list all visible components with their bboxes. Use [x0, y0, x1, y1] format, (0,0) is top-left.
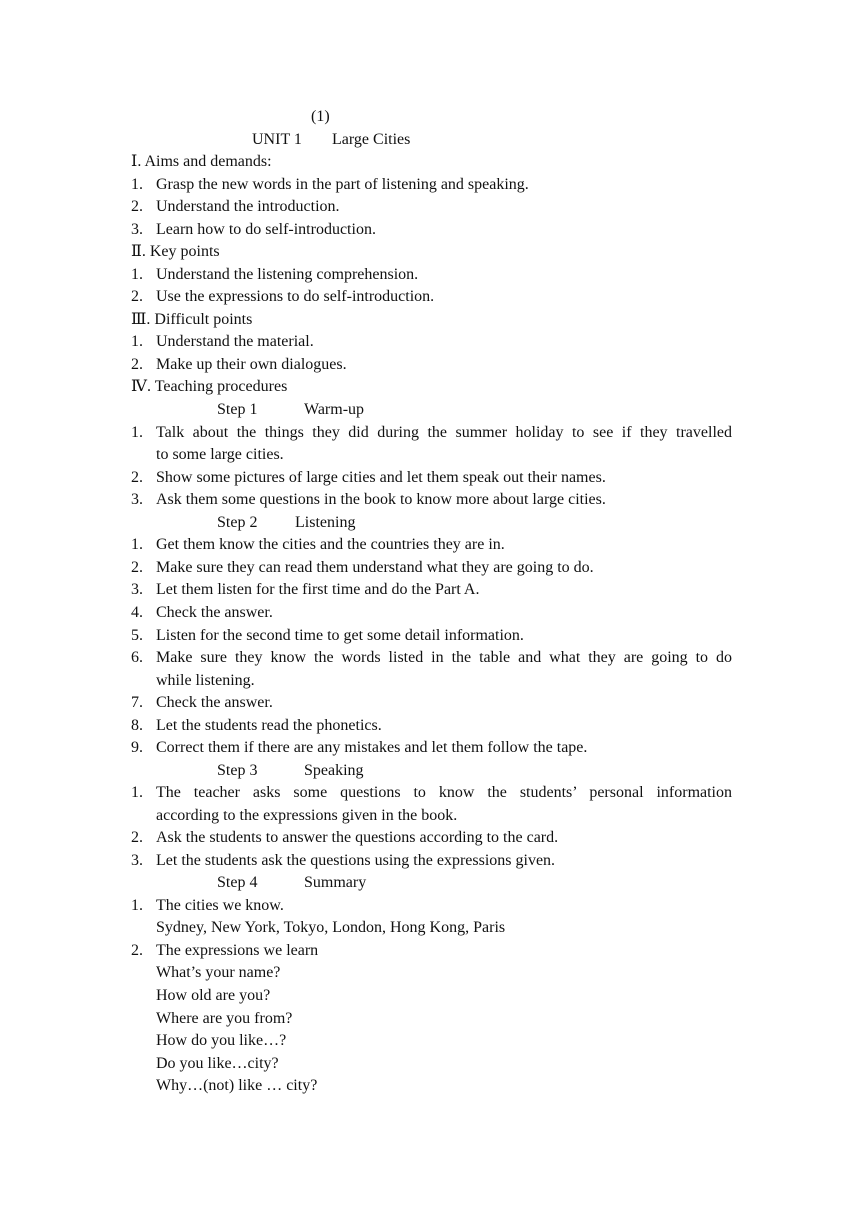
item-number: 5. [131, 627, 143, 644]
item-text: while listening. [156, 672, 255, 689]
item-number: 3. [131, 581, 143, 598]
section-heading-teaching-procedures: Ⅳ. Teaching procedures [131, 378, 288, 395]
item-number: 8. [131, 717, 143, 734]
item-number: 3. [131, 491, 143, 508]
item-text: Where are you from? [156, 1010, 293, 1027]
step-name: Speaking [304, 762, 364, 779]
item-number: 2. [131, 829, 143, 846]
step-name: Summary [304, 874, 367, 891]
section-heading-aims: Ⅰ. Aims and demands: [131, 153, 272, 170]
item-text: The expressions we learn [156, 942, 319, 959]
item-number: 7. [131, 694, 143, 711]
item-text: Get them know the cities and the countries they are in. [156, 536, 505, 553]
item-number: 2. [131, 942, 143, 959]
item-number: 2. [131, 198, 143, 215]
item-number: 2. [131, 356, 143, 373]
item-text: Use the expressions to do self-introduction. [156, 288, 435, 305]
item-number: 1. [131, 897, 143, 914]
item-text: The teacher asks some questions to know the students’ personal information [156, 784, 732, 801]
unit-label: UNIT 1 [252, 131, 302, 148]
item-text: Sydney, New York, Tokyo, London, Hong Kong, Paris [156, 919, 506, 936]
item-number: 6. [131, 649, 143, 666]
item-number: 1. [131, 784, 143, 801]
item-number: 9. [131, 739, 143, 756]
section-heading-difficult-points: Ⅲ. Difficult points [131, 311, 253, 328]
item-text: Do you like…city? [156, 1055, 279, 1072]
item-text: Learn how to do self-introduction. [156, 221, 376, 238]
item-text: Let the students ask the questions using the expressions given. [156, 852, 556, 869]
item-text: Talk about the things they did during the summer holiday to see if they travelled [156, 424, 732, 441]
item-text: The cities we know. [156, 897, 284, 914]
step-label: Step 3 [217, 762, 258, 779]
item-text: Check the answer. [156, 694, 273, 711]
step-name: Warm-up [304, 401, 365, 418]
section-heading-key-points: Ⅱ. Key points [131, 243, 220, 260]
item-number: 1. [131, 536, 143, 553]
item-number: 1. [131, 424, 143, 441]
item-number: 1. [131, 333, 143, 350]
step-label: Step 4 [217, 874, 258, 891]
item-number: 3. [131, 852, 143, 869]
item-text: Understand the introduction. [156, 198, 340, 215]
item-text: to some large cities. [156, 446, 284, 463]
item-number: 2. [131, 559, 143, 576]
item-text: Show some pictures of large cities and let them speak out their names. [156, 469, 606, 486]
item-text: Check the answer. [156, 604, 273, 621]
item-text: Ask them some questions in the book to know more about large cities. [156, 491, 606, 508]
item-text: How old are you? [156, 987, 271, 1004]
item-text: Correct them if there are any mistakes and let them follow the tape. [156, 739, 588, 756]
item-number: 2. [131, 469, 143, 486]
unit-title: Large Cities [332, 131, 411, 148]
step-name: Listening [295, 514, 356, 531]
item-text: Why…(not) like … city? [156, 1077, 318, 1094]
page-number: (1) [311, 108, 330, 125]
item-text: What’s your name? [156, 964, 281, 981]
item-text: Make sure they know the words listed in the table and what they are going to do [156, 649, 732, 666]
item-text: Understand the material. [156, 333, 314, 350]
item-number: 1. [131, 176, 143, 193]
item-number: 4. [131, 604, 143, 621]
step-label: Step 1 [217, 401, 258, 418]
item-text: Ask the students to answer the questions according to the card. [156, 829, 559, 846]
item-text: Listen for the second time to get some detail information. [156, 627, 524, 644]
item-text: Make sure they can read them understand what they are going to do. [156, 559, 594, 576]
item-number: 2. [131, 288, 143, 305]
item-number: 3. [131, 221, 143, 238]
item-text: Understand the listening comprehension. [156, 266, 419, 283]
item-text: Let them listen for the first time and do the Part A. [156, 581, 480, 598]
item-text: How do you like…? [156, 1032, 287, 1049]
item-text: Make up their own dialogues. [156, 356, 347, 373]
item-number: 1. [131, 266, 143, 283]
step-label: Step 2 [217, 514, 258, 531]
item-text: Grasp the new words in the part of listening and speaking. [156, 176, 529, 193]
item-text: according to the expressions given in the book. [156, 807, 458, 824]
item-text: Let the students read the phonetics. [156, 717, 382, 734]
